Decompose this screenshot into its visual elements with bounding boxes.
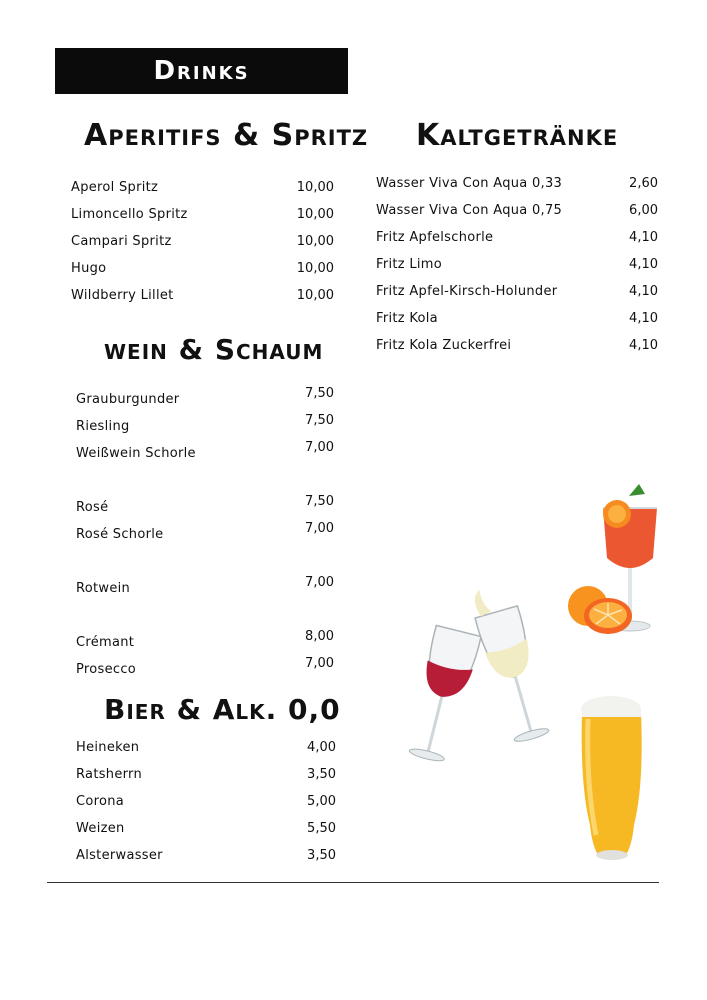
list-item: Wildberry Lillet <box>71 288 174 303</box>
item-price: 7,00 <box>305 656 334 671</box>
beer-glass-icon <box>578 695 648 865</box>
item-price: 2,60 <box>629 176 658 191</box>
list-item: Fritz Kola Zuckerfrei <box>376 338 512 353</box>
item-price: 7,00 <box>305 575 334 590</box>
list-item: Fritz Apfelschorle <box>376 230 494 245</box>
list-item: Campari Spritz <box>71 234 172 249</box>
list-item: Wasser Viva Con Aqua 0,33 <box>376 176 563 191</box>
item-price: 5,00 <box>307 794 336 809</box>
item-price: 7,50 <box>305 494 334 509</box>
orange-icon <box>566 582 636 637</box>
item-price: 7,00 <box>305 440 334 455</box>
list-item: Grauburgunder <box>76 392 180 407</box>
bier-title: Bier & Alk. 0,0 <box>104 693 341 726</box>
list-item: Fritz Kola <box>376 311 438 326</box>
list-item: Weißwein Schorle <box>76 446 196 461</box>
list-item: Heineken <box>76 740 140 755</box>
item-price: 4,10 <box>629 257 658 272</box>
item-price: 10,00 <box>296 180 334 195</box>
item-price: 3,50 <box>307 767 336 782</box>
list-item: Rotwein <box>76 581 131 596</box>
list-item: Ratsherrn <box>76 767 142 782</box>
page-title-banner <box>55 48 348 94</box>
list-item: Crémant <box>76 635 135 650</box>
list-item: Weizen <box>76 821 125 836</box>
kalt-title: Kaltgetränke <box>416 118 619 153</box>
item-price: 10,00 <box>296 234 334 249</box>
list-item: Rosé <box>76 500 109 515</box>
list-item: Fritz Limo <box>376 257 443 272</box>
list-item: Wasser Viva Con Aqua 0,75 <box>376 203 563 218</box>
item-price: 8,00 <box>305 629 334 644</box>
item-price: 10,00 <box>296 207 334 222</box>
item-price: 7,00 <box>305 521 334 536</box>
list-item: Alsterwasser <box>76 848 163 863</box>
list-item: Rosé Schorle <box>76 527 164 542</box>
aperitifs-title: Aperitifs & Spritz <box>84 118 369 153</box>
bottom-divider <box>47 882 659 883</box>
item-price: 4,00 <box>307 740 336 755</box>
list-item: Riesling <box>76 419 130 434</box>
item-price: 3,50 <box>307 848 336 863</box>
item-price: 7,50 <box>305 413 334 428</box>
list-item: Hugo <box>71 261 107 276</box>
list-item: Corona <box>76 794 125 809</box>
list-item: Fritz Apfel-Kirsch-Holunder <box>376 284 558 299</box>
item-price: 7,50 <box>305 386 334 401</box>
page-title: Drinks <box>153 56 250 86</box>
item-price: 4,10 <box>629 230 658 245</box>
wine-glasses-icon <box>408 580 553 770</box>
item-price: 4,10 <box>629 284 658 299</box>
list-item: Prosecco <box>76 662 137 677</box>
item-price: 4,10 <box>629 338 658 353</box>
item-price: 6,00 <box>629 203 658 218</box>
list-item: Limoncello Spritz <box>71 207 188 222</box>
item-price: 10,00 <box>296 261 334 276</box>
wein-title: wein & Schaum <box>104 333 324 366</box>
item-price: 10,00 <box>296 288 334 303</box>
item-price: 5,50 <box>307 821 336 836</box>
item-price: 4,10 <box>629 311 658 326</box>
list-item: Aperol Spritz <box>71 180 159 195</box>
